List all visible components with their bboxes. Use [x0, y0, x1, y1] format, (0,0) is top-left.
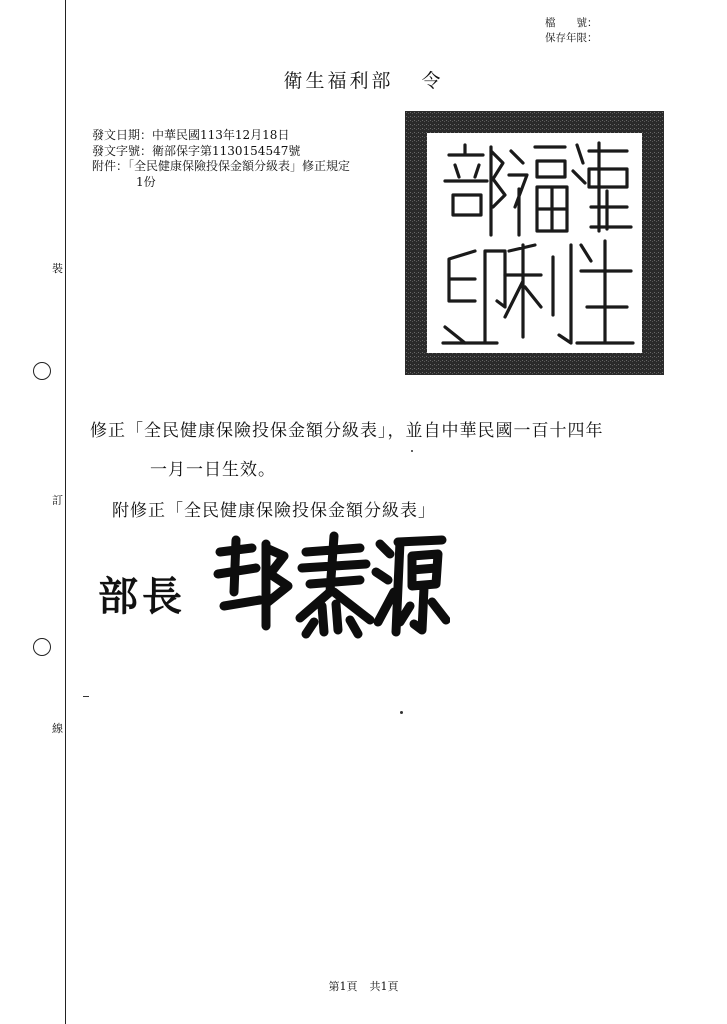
scan-speck: [411, 450, 413, 452]
minister-title: 部長: [98, 574, 186, 620]
page-footer: [0, 978, 727, 994]
page-total: 共1頁: [369, 980, 399, 993]
page-number: 第1頁: [328, 980, 358, 993]
file-number-label: 檔 號：: [545, 17, 598, 29]
archive-info: [545, 16, 598, 46]
binding-hole-bottom: [33, 638, 51, 656]
attachment-count: 1份: [136, 174, 156, 189]
order-body-line-2: 一月一日生效。: [150, 460, 276, 480]
document-title: [0, 66, 727, 93]
retention-period-label: 保存年限：: [545, 32, 598, 44]
binding-hole-top: [33, 362, 51, 380]
agency-name: 衛生福利部: [283, 70, 394, 92]
binding-line: [65, 0, 66, 1024]
binding-char-top: 裝: [52, 262, 63, 275]
scan-speck: [83, 696, 89, 697]
document-meta: [92, 128, 350, 190]
order-body-line-1: 修正「全民健康保險投保金額分級表」，並自中華民國一百十四年: [90, 421, 604, 441]
official-seal: [405, 111, 664, 375]
binding-char-middle: 訂: [52, 494, 63, 507]
minister-signature: [210, 522, 450, 642]
issue-date: 發文日期：中華民國113年12月18日: [92, 128, 290, 142]
binding-char-bottom: 線: [52, 722, 63, 735]
document-type: 令: [421, 70, 444, 92]
reference-number: 發文字號：衛部保字第1130154547號: [92, 143, 301, 158]
scan-speck: [400, 711, 403, 714]
attachment-note: 附修正「全民健康保險投保金額分級表」: [112, 501, 436, 521]
attachment-line: 附件：「全民健康保險投保金額分級表」修正規定: [92, 159, 351, 173]
